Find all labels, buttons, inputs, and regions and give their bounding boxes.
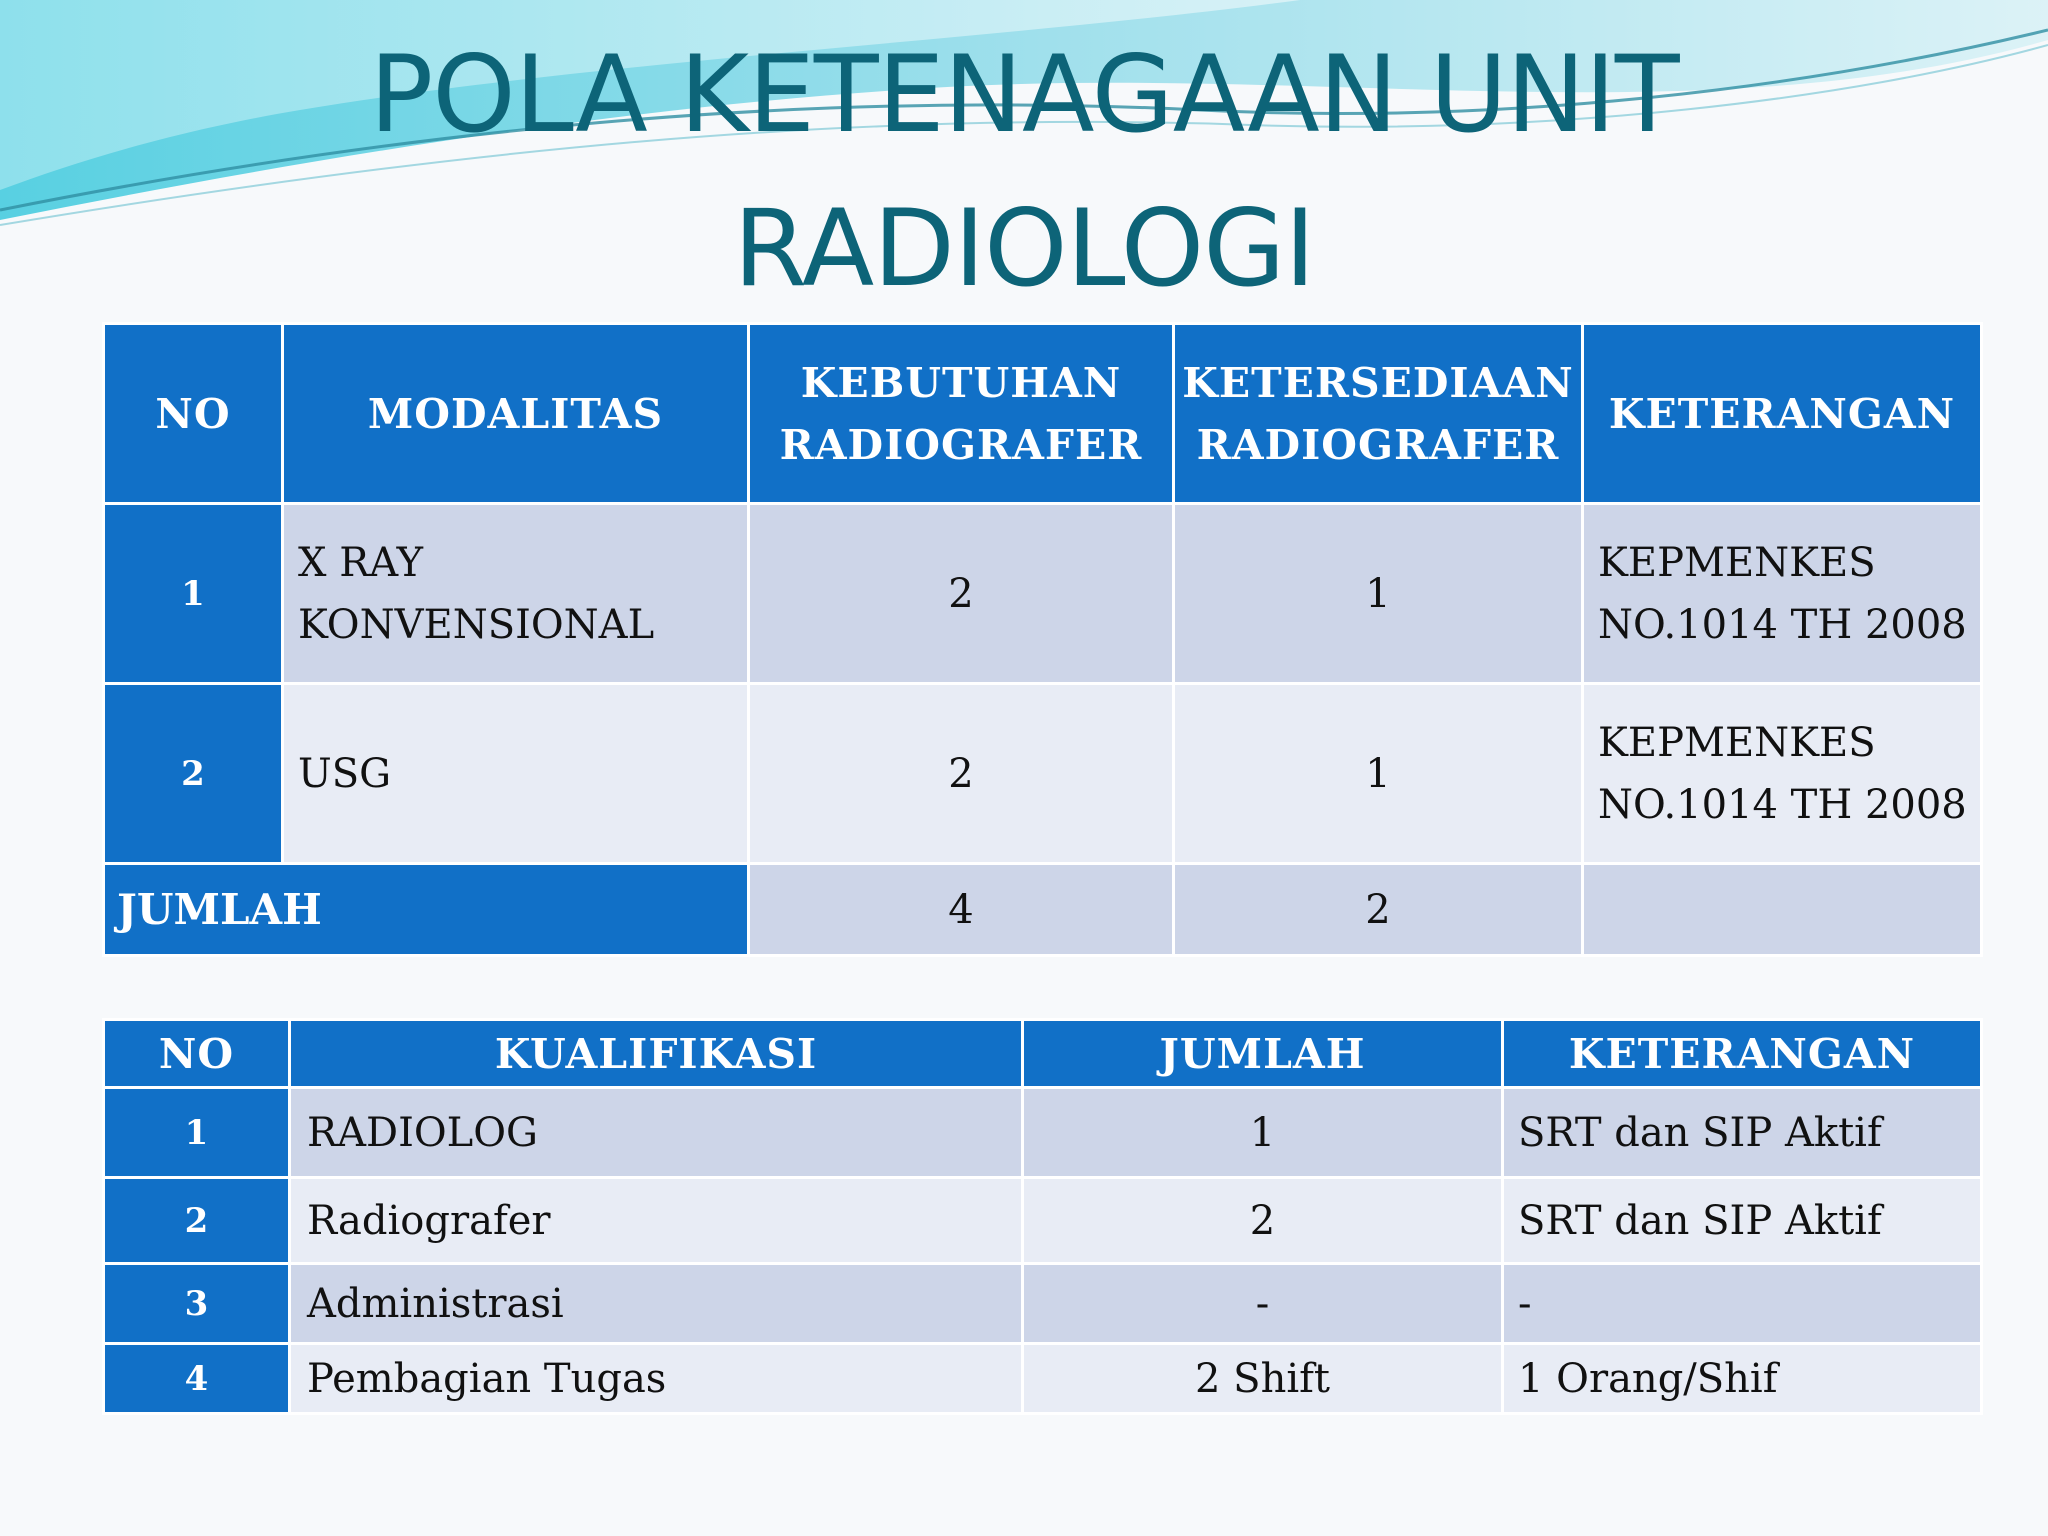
row-no: 1 bbox=[104, 1088, 290, 1178]
row-keterangan-line-2: NO.1014 TH 2008 bbox=[1598, 601, 1967, 648]
slide-title-line-1: POLA KETENAGAAN UNIT bbox=[369, 33, 1679, 156]
header-keterangan: KETERANGAN bbox=[1503, 1020, 1982, 1088]
row-ketersediaan: 1 bbox=[1174, 684, 1583, 864]
row-keterangan: - bbox=[1503, 1264, 1982, 1344]
table-row bbox=[104, 684, 1982, 864]
header-kualifikasi: KUALIFIKASI bbox=[290, 1020, 1023, 1088]
header-modalitas: MODALITAS bbox=[283, 324, 749, 504]
table-row bbox=[104, 1088, 1982, 1178]
row-keterangan bbox=[1583, 684, 1982, 864]
table-row bbox=[104, 1178, 1982, 1264]
row-no: 2 bbox=[104, 684, 283, 864]
header-kebutuhan-line-2: RADIOGRAFER bbox=[779, 420, 1143, 469]
row-no: 1 bbox=[104, 504, 283, 684]
table-row bbox=[104, 1344, 1982, 1414]
row-modalitas bbox=[283, 504, 749, 684]
slide-title-line-2: RADIOLOGI bbox=[733, 187, 1315, 310]
kualifikasi-table bbox=[102, 1018, 1983, 1415]
header-keterangan: KETERANGAN bbox=[1583, 324, 1982, 504]
row-kualifikasi: Administrasi bbox=[290, 1264, 1023, 1344]
header-kebutuhan bbox=[749, 324, 1174, 504]
row-jumlah: 1 bbox=[1023, 1088, 1503, 1178]
slide-title bbox=[0, 18, 2048, 326]
header-kebutuhan-line-1: KEBUTUHAN bbox=[800, 358, 1122, 407]
row-keterangan bbox=[1583, 504, 1982, 684]
header-no: NO bbox=[104, 324, 283, 504]
header-ketersediaan-line-2: RADIOGRAFER bbox=[1196, 420, 1560, 469]
row-ketersediaan: 1 bbox=[1174, 504, 1583, 684]
row-keterangan: SRT dan SIP Aktif bbox=[1503, 1088, 1982, 1178]
row-jumlah: 2 Shift bbox=[1023, 1344, 1503, 1414]
table-header-row bbox=[104, 1020, 1982, 1088]
row-keterangan: 1 Orang/Shif bbox=[1503, 1344, 1982, 1414]
table-header-row bbox=[104, 324, 1982, 504]
header-ketersediaan bbox=[1174, 324, 1583, 504]
row-kualifikasi: Radiografer bbox=[290, 1178, 1023, 1264]
row-kebutuhan: 2 bbox=[749, 684, 1174, 864]
row-no: 3 bbox=[104, 1264, 290, 1344]
row-keterangan-line-2: NO.1014 TH 2008 bbox=[1598, 781, 1967, 828]
row-jumlah: - bbox=[1023, 1264, 1503, 1344]
total-row bbox=[104, 864, 1982, 956]
row-no: 2 bbox=[104, 1178, 290, 1264]
total-kebutuhan: 4 bbox=[749, 864, 1174, 956]
row-kualifikasi: RADIOLOG bbox=[290, 1088, 1023, 1178]
table-row bbox=[104, 504, 1982, 684]
header-jumlah: JUMLAH bbox=[1023, 1020, 1503, 1088]
modalitas-table bbox=[102, 322, 1983, 957]
total-ketersediaan: 2 bbox=[1174, 864, 1583, 956]
header-ketersediaan-line-1: KETERSEDIAAN bbox=[1182, 358, 1574, 407]
row-kebutuhan: 2 bbox=[749, 504, 1174, 684]
row-jumlah: 2 bbox=[1023, 1178, 1503, 1264]
total-label: JUMLAH bbox=[104, 864, 749, 956]
row-no: 4 bbox=[104, 1344, 290, 1414]
row-modalitas-line-1: X RAY bbox=[298, 539, 423, 586]
table-row bbox=[104, 1264, 1982, 1344]
row-keterangan-line-1: KEPMENKES bbox=[1598, 719, 1876, 766]
row-keterangan: SRT dan SIP Aktif bbox=[1503, 1178, 1982, 1264]
total-keterangan bbox=[1583, 864, 1982, 956]
row-keterangan-line-1: KEPMENKES bbox=[1598, 539, 1876, 586]
row-kualifikasi: Pembagian Tugas bbox=[290, 1344, 1023, 1414]
header-no: NO bbox=[104, 1020, 290, 1088]
row-modalitas-line-2: KONVENSIONAL bbox=[298, 601, 655, 648]
row-modalitas: USG bbox=[283, 684, 749, 864]
